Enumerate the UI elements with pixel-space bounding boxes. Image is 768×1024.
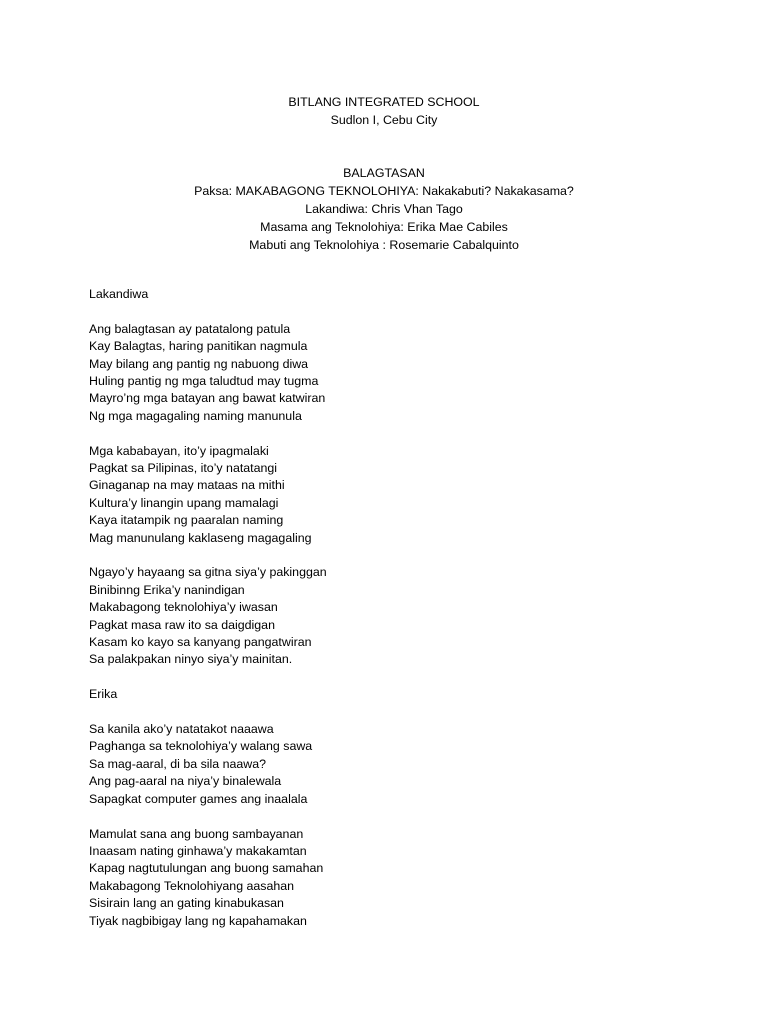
speaker-name: Lakandiwa (89, 287, 149, 301)
poem-line: Ang balagtasan ay patatalong patula (89, 321, 291, 336)
poem-line: Mga kababayan, ito’y ipagmalaki (89, 443, 269, 458)
poem-line: May bilang ang pantig ng nabuong diwa (89, 356, 309, 371)
poem-line: Ngayo’y hayaang sa gitna siya’y pakinggan (89, 565, 327, 580)
speaker-name: Erika (89, 687, 118, 702)
poem-line: Mag manunulang kaklaseng magagaling (89, 530, 312, 545)
poem-line: Makabagong Teknolohiyang aasahan (89, 878, 295, 893)
poem-line: Sa palakpakan ninyo siya’y mainitan. (89, 652, 293, 667)
poem-line: Mayro’ng mga batayan ang bawat katwiran (89, 391, 326, 406)
school-location: Sudlon I, Cebu City (330, 113, 438, 127)
poem-line: Makabagong teknolohiya’y iwasan (89, 600, 278, 615)
debate-title: BALAGTASAN (343, 166, 425, 180)
school-name: BITLANG INTEGRATED SCHOOL (288, 95, 480, 109)
poem-line: Pagkat masa raw ito sa daigdigan (89, 617, 275, 632)
stanza (89, 721, 729, 808)
school-header (0, 93, 768, 129)
poem-line: Kultura’y linangin upang mamalagi (89, 495, 279, 510)
poem-line: Sisirain lang an gating kinabukasan (89, 896, 284, 911)
poem-line: Kaya itatampik ng paaralan naming (89, 513, 284, 528)
stanza (89, 564, 729, 668)
poem-line: Sapagkat computer games ang inaalala (89, 791, 308, 806)
poem-line: Inaasam nating ginhawa’y makakamtan (89, 843, 307, 858)
debate-topic: Paksa: MAKABAGONG TEKNOLOHIYA: Nakakabuti? Nakakasama? (194, 184, 574, 198)
stanza (89, 443, 729, 547)
poem-line: Huling pantig ng mga taludtud may tugma (89, 374, 319, 389)
poem-line: Kay Balagtas, haring panitikan nagmula (89, 339, 308, 354)
debate-mabuti-side: Mabuti ang Teknolohiya : Rosemarie Cabalquinto (249, 238, 519, 252)
poem-line: Ginaganap na may mataas na mithi (89, 478, 285, 493)
poem-line: Pagkat sa Pilipinas, ito’y natatangi (89, 461, 278, 476)
poem-line: Sa kanila ako’y natatakot naaawa (89, 722, 274, 737)
poem-line: Kasam ko kayo sa kanyang pangatwiran (89, 635, 312, 650)
poem-line: Ng mga magagaling naming manunula (89, 408, 302, 423)
debate-lakandiwa: Lakandiwa: Chris Vhan Tago (305, 202, 463, 216)
stanza (89, 826, 729, 930)
poem-line: Paghanga sa teknolohiya’y walang sawa (89, 739, 313, 754)
debate-masama-side: Masama ang Teknolohiya: Erika Mae Cabiles (260, 220, 508, 234)
poem-line: Tiyak nagbibigay lang ng kapahamakan (89, 913, 307, 928)
poem-line: Ang pag-aaral na niya’y binalewala (89, 774, 282, 789)
poem-line: Mamulat sana ang buong sambayanan (89, 826, 304, 841)
section-erika (89, 686, 729, 930)
poem-line: Binibinng Erika’y nanindigan (89, 582, 245, 597)
poem-line: Sa mag-aaral, di ba sila naawa? (89, 756, 267, 771)
stanza (89, 321, 729, 425)
section-lakandiwa (89, 286, 729, 669)
poem-line: Kapag nagtutulungan ang buong samahan (89, 861, 324, 876)
poem-body (89, 286, 729, 947)
debate-info (0, 164, 768, 254)
